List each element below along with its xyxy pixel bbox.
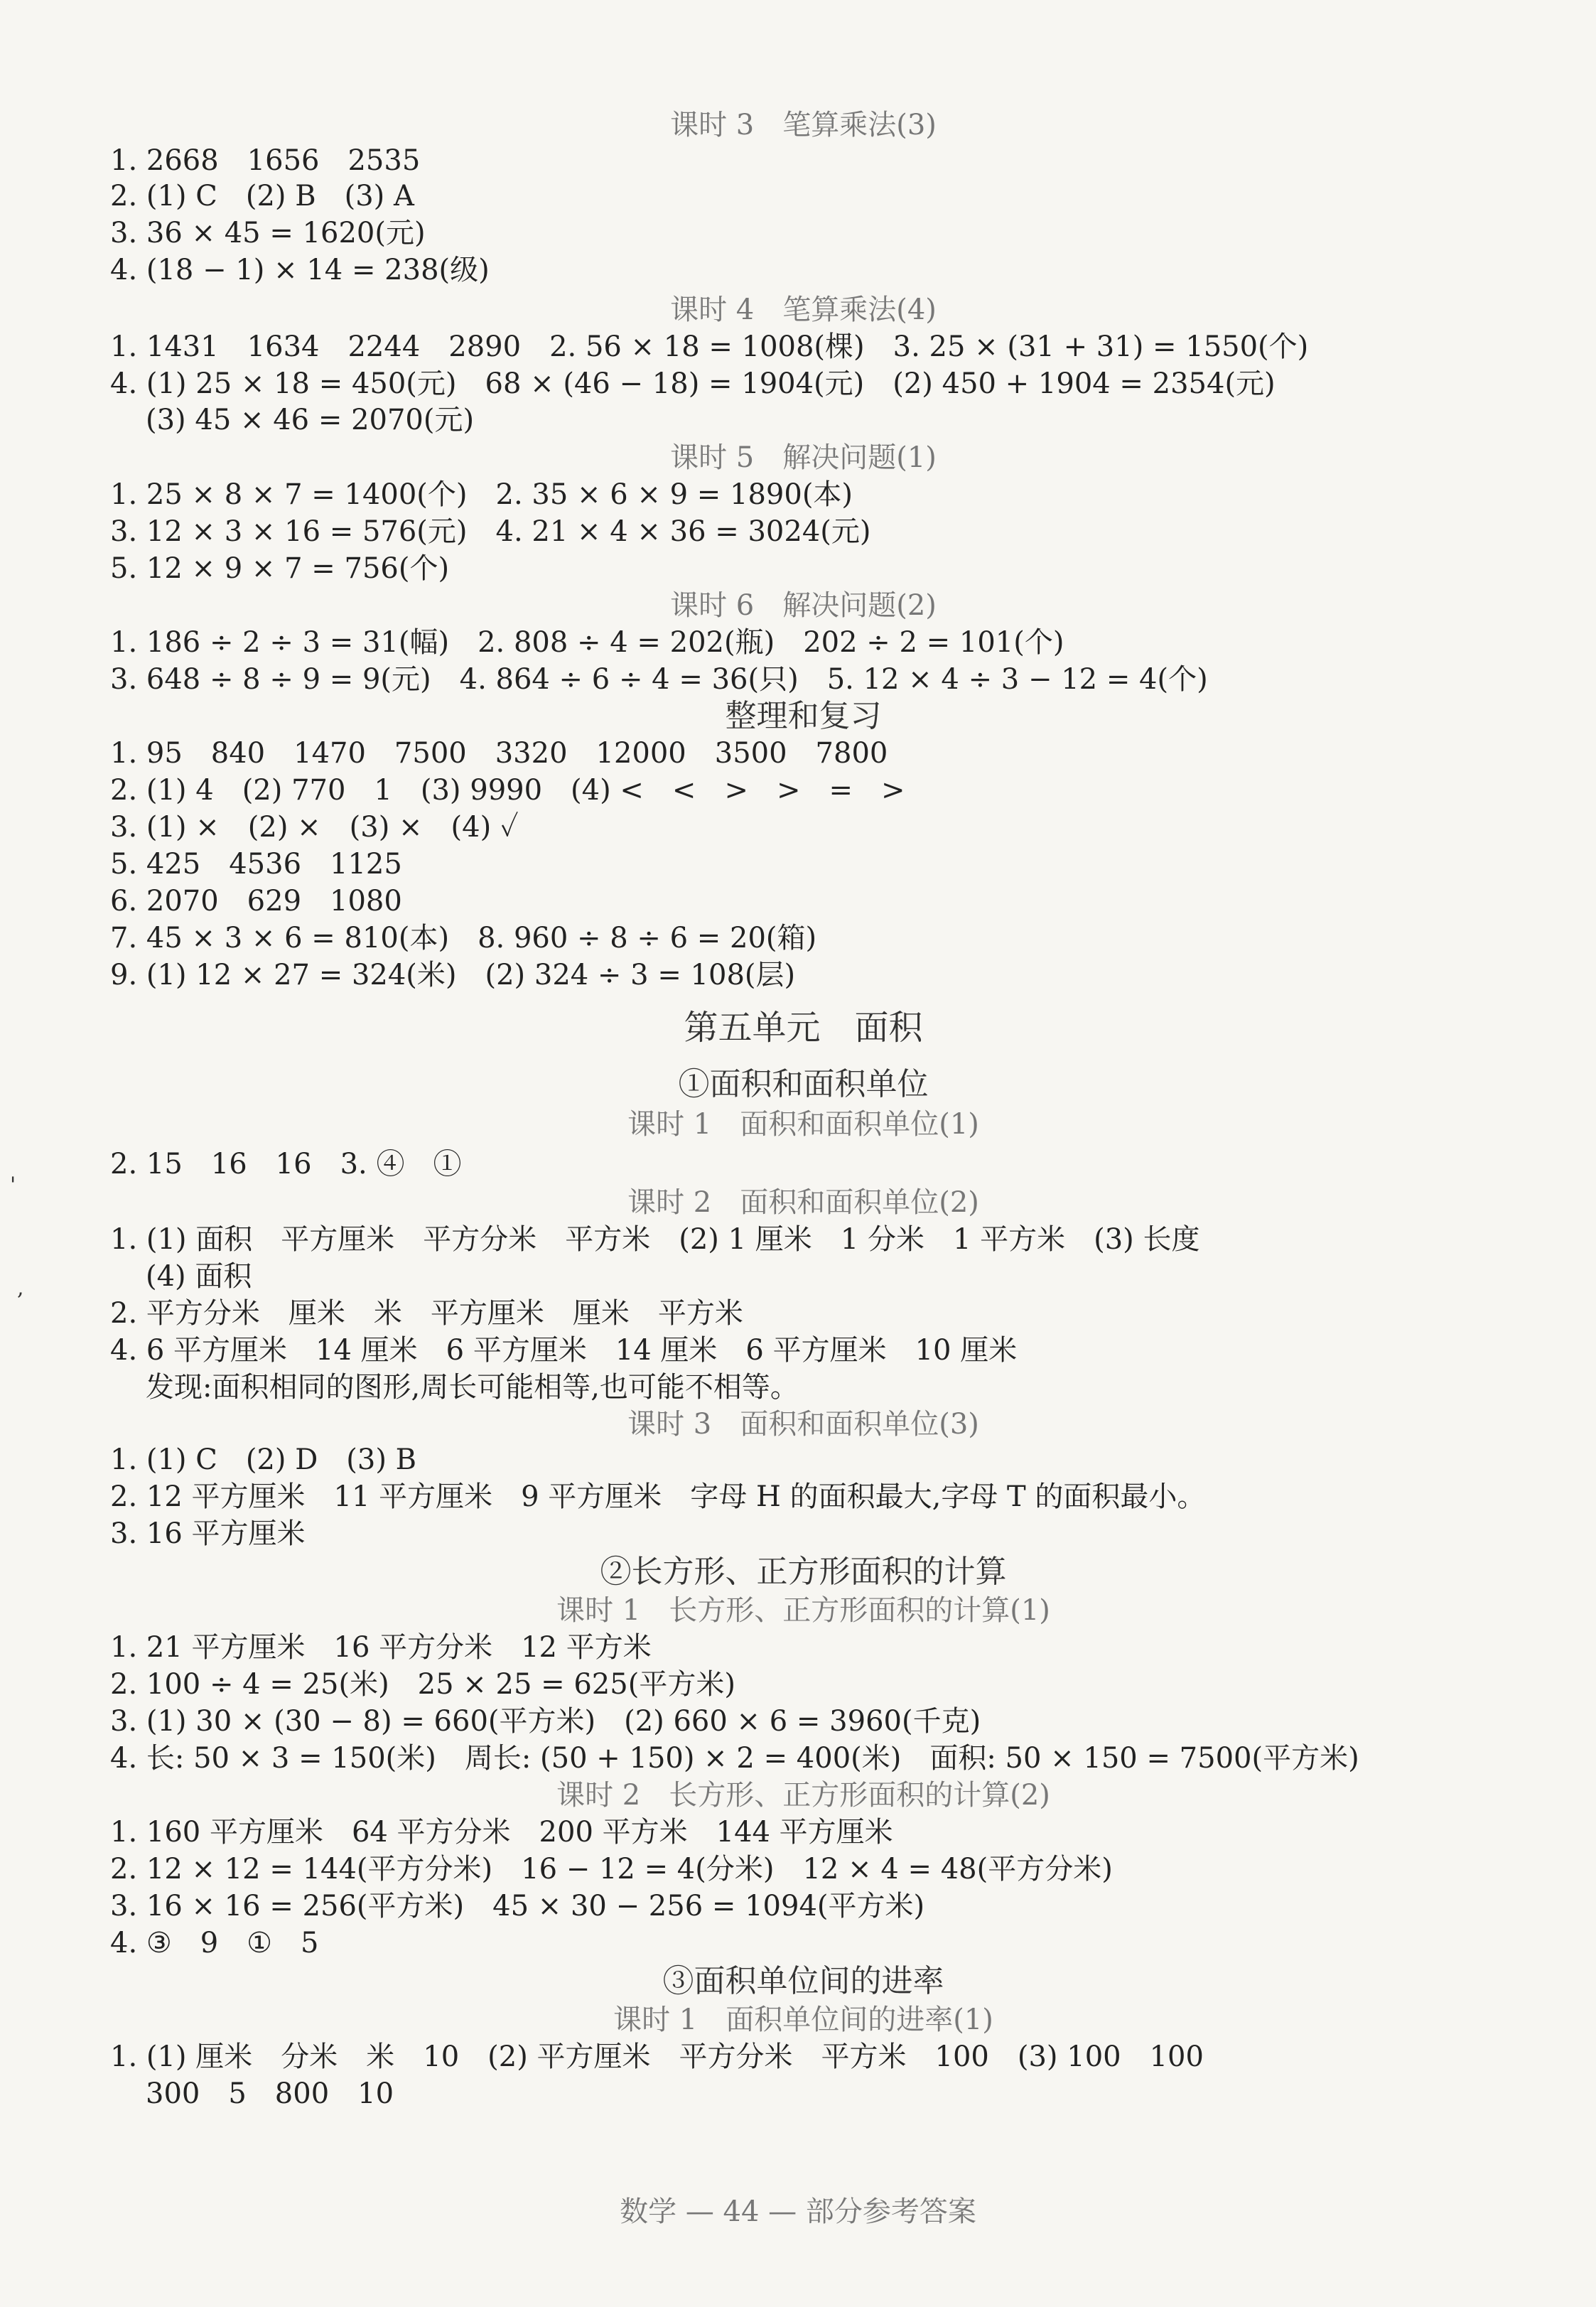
answer-line: (3) 45 × 46 = 2070(元) — [146, 404, 475, 436]
answer-line: 3. 16 × 16 = 256(平方米) 45 × 30 − 256 = 1094(平方米) — [110, 1890, 925, 1922]
answer-line: 6. 2070 629 1080 — [110, 885, 402, 918]
answer-line: 4. ③ 9 ① 5 — [110, 1927, 319, 1959]
answer-line: 1. (1) 厘米 分米 米 10 (2) 平方厘米 平方分米 平方米 100 (3) 100 100 — [110, 2040, 1204, 2073]
answer-line: 1. (1) C (2) D (3) B — [110, 1443, 417, 1476]
page-footer: 数学 — 44 — 部分参考答案 — [620, 2195, 976, 2228]
lesson-heading: 课时 1 面积单位间的进率(1) — [613, 2004, 993, 2036]
answer-line: 7. 45 × 3 × 6 = 810(本) 8. 960 ÷ 8 ÷ 6 = 20(箱) — [110, 922, 817, 954]
answer-line: 3. 16 平方厘米 — [110, 1517, 306, 1550]
lesson-heading: 课时 4 笔算乘法(4) — [670, 294, 937, 326]
answer-line: 1. 186 ÷ 2 ÷ 3 = 31(幅) 2. 808 ÷ 4 = 202(瓶) 202 ÷ 2 = 101(个) — [110, 626, 1064, 659]
answer-line: 5. 12 × 9 × 7 = 756(个) — [110, 552, 450, 585]
answer-line: 1. 95 840 1470 7500 3320 12000 3500 7800 — [110, 737, 888, 770]
answer-line: 4. (1) 25 × 18 = 450(元) 68 × (46 − 18) = 1904(元) (2) 450 + 1904 = 2354(元) — [110, 367, 1276, 400]
answer-line: 2. 100 ÷ 4 = 25(米) 25 × 25 = 625(平方米) — [110, 1668, 735, 1701]
answer-line: 1. 1431 1634 2244 2890 2. 56 × 18 = 1008(棵) 3. 25 × (31 + 31) = 1550(个) — [110, 330, 1309, 363]
margin-mark: ' — [10, 1173, 16, 1198]
lesson-heading: 课时 1 面积和面积单位(1) — [627, 1108, 979, 1141]
answer-line: 1. 160 平方厘米 64 平方分米 200 平方米 144 平方厘米 — [110, 1816, 893, 1849]
lesson-heading: 课时 3 面积和面积单位(3) — [627, 1408, 979, 1441]
lesson-heading: 课时 2 面积和面积单位(2) — [627, 1186, 979, 1219]
answer-line: 2. 平方分米 厘米 米 平方厘米 厘米 平方米 — [110, 1297, 743, 1330]
answer-line: 1. 21 平方厘米 16 平方分米 12 平方米 — [110, 1631, 652, 1664]
answer-line: 2. (1) C (2) B (3) A — [110, 180, 414, 213]
answer-line: 3. (1) × (2) × (3) × (4) ✓ — [110, 811, 519, 844]
answer-line: 9. (1) 12 × 27 = 324(米) (2) 324 ÷ 3 = 108(层) — [110, 959, 796, 991]
finding-line: 发现:面积相同的图形,周长可能相等,也可能不相等。 — [146, 1371, 799, 1404]
lesson-heading: 课时 1 长方形、正方形面积的计算(1) — [556, 1594, 1050, 1627]
answer-line: 3. 36 × 45 = 1620(元) — [110, 217, 426, 249]
section-heading: ②长方形、正方形面积的计算 — [600, 1554, 1007, 1590]
lesson-heading: 课时 5 解决问题(1) — [670, 441, 937, 474]
section-heading: ①面积和面积单位 — [678, 1066, 929, 1102]
section-heading: 整理和复习 — [725, 698, 882, 734]
lesson-heading: 课时 6 解决问题(2) — [670, 589, 937, 622]
answer-line: 4. (18 − 1) × 14 = 238(级) — [110, 254, 490, 286]
answer-line: 1. (1) 面积 平方厘米 平方分米 平方米 (2) 1 厘米 1 分米 1 平方米 (3) 长度 — [110, 1223, 1200, 1256]
answer-line: 2. 12 平方厘米 11 平方厘米 9 平方厘米 字母 H 的面积最大,字母 T 的面积最小。 — [110, 1480, 1206, 1513]
answer-line: 300 5 800 10 — [146, 2077, 394, 2110]
answer-line: 3. 648 ÷ 8 ÷ 9 = 9(元) 4. 864 ÷ 6 ÷ 4 = 36(只) 5. 12 × 4 ÷ 3 − 12 = 4(个) — [110, 663, 1208, 696]
answer-line: 5. 425 4536 1125 — [110, 848, 402, 881]
answer-line: 2. (1) 4 (2) 770 1 (3) 9990 (4) < < > > = > — [110, 774, 905, 807]
answer-line: 1. 2668 1656 2535 — [110, 144, 421, 177]
answer-line: (4) 面积 — [146, 1260, 252, 1293]
answer-line: 4. 长: 50 × 3 = 150(米) 周长: (50 + 150) × 2 = 400(米) 面积: 50 × 150 = 7500(平方米) — [110, 1742, 1359, 1775]
unit-title: 第五单元 面积 — [684, 1008, 923, 1048]
section-heading: ③面积单位间的进率 — [662, 1963, 944, 1999]
lesson-heading: 课时 2 长方形、正方形面积的计算(2) — [556, 1779, 1050, 1812]
answer-line: 2. 12 × 12 = 144(平方分米) 16 − 12 = 4(分米) 12 × 4 = 48(平方分米) — [110, 1853, 1113, 1886]
answer-line: 4. 6 平方厘米 14 厘米 6 平方厘米 14 厘米 6 平方厘米 10 厘米 — [110, 1334, 1018, 1367]
answer-line: 2. 15 16 16 3. ④ ① — [110, 1148, 462, 1181]
margin-mark: , — [17, 1276, 24, 1301]
answer-line: 3. (1) 30 × (30 − 8) = 660(平方米) (2) 660 × 6 = 3960(千克) — [110, 1705, 981, 1738]
answer-line: 1. 25 × 8 × 7 = 1400(个) 2. 35 × 6 × 9 = 1890(本) — [110, 478, 853, 511]
answer-line: 3. 12 × 3 × 16 = 576(元) 4. 21 × 4 × 36 = 3024(元) — [110, 515, 871, 548]
lesson-heading: 课时 3 笔算乘法(3) — [670, 109, 937, 141]
